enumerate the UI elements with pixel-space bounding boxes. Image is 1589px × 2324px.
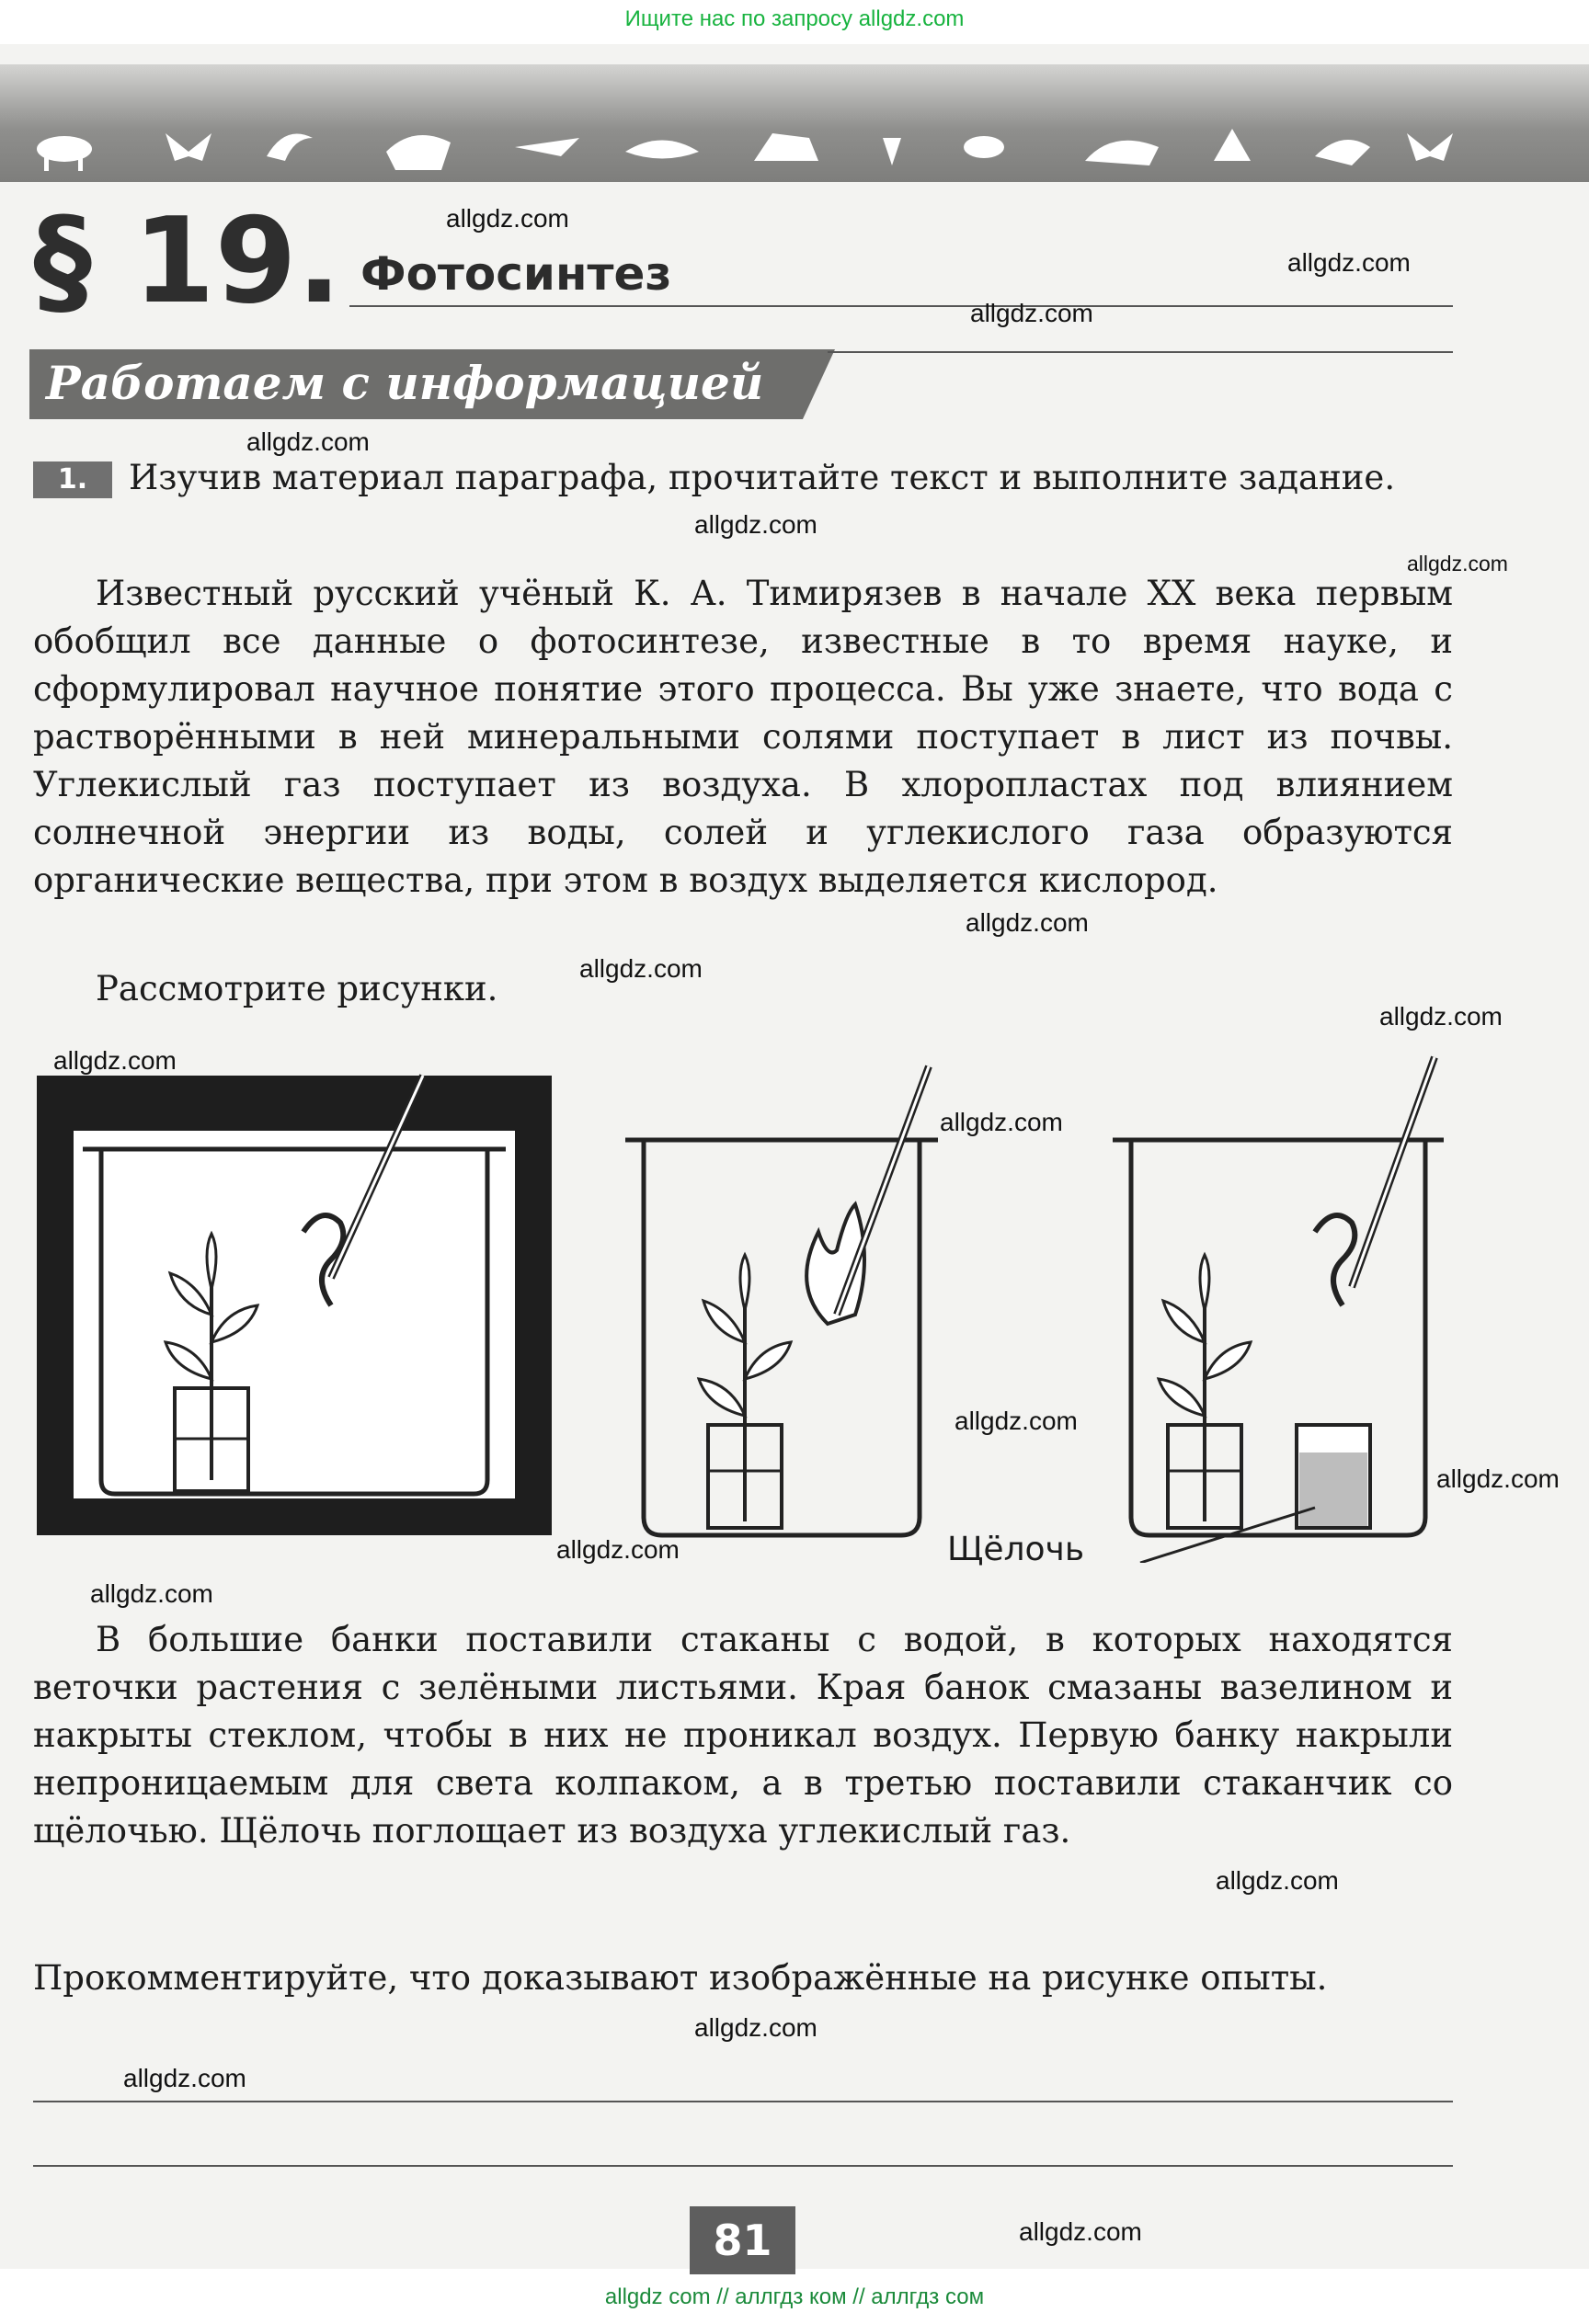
question-text: Прокомментируйте, что доказывают изображённые на рисунке опыты.	[33, 1958, 1328, 1998]
top-banner[interactable]: Ищите нас по запросу allgdz.com	[624, 6, 965, 31]
watermark: allgdz.com	[966, 908, 1089, 937]
watermark: allgdz.com	[446, 204, 569, 233]
watermark: allgdz.com	[246, 427, 370, 456]
title-underline	[349, 305, 1453, 307]
watermark: allgdz.com	[694, 510, 817, 539]
watermark: allgdz.com	[556, 1535, 680, 1564]
look-prompt: Рассмотрите рисунки.	[96, 969, 498, 1008]
task-body-text: Известный русский учёный К. А. Тимирязев в начале XX века первым обобщил все данные о фотосинтезе, известные в то время науке, и сформулировал научное понятие этого процесса. Вы уже знаете, что вода с растворёнными в ней минеральными солями поступает в лист из почвы. Углекислый газ поступает из воздуха. В хлоропластах под влиянием солнечной энергии из воды, солей и углекислого газа образуются органические вещества, при этом в воздух выделяется кислород.	[33, 574, 1453, 900]
watermark: allgdz.com	[90, 1579, 213, 1608]
jar-with-alkali	[1113, 1057, 1444, 1563]
jar-with-light	[625, 1066, 938, 1535]
answer-line-2	[33, 2165, 1453, 2167]
section-heading: Работаем с информацией	[46, 356, 764, 410]
watermark: allgdz.com	[955, 1407, 1078, 1435]
watermark: allgdz.com	[1379, 1002, 1503, 1031]
watermark: allgdz.com	[970, 299, 1093, 327]
task-instruction: Изучив материал параграфа, прочитайте текст и выполните задание.	[129, 458, 1396, 497]
watermark: allgdz.com	[940, 1108, 1063, 1136]
task-number-badge: 1.	[33, 461, 112, 498]
watermark: allgdz.com	[1216, 1866, 1339, 1895]
animal-silhouettes-icon	[28, 110, 1480, 175]
experiment-figure	[28, 1048, 1462, 1563]
section-underline	[828, 351, 1453, 353]
jar-dark-cover	[37, 1076, 552, 1535]
paragraph-title: Фотосинтез	[360, 247, 672, 301]
paragraph-number: § 19.	[33, 193, 342, 330]
watermark: allgdz.com	[1287, 248, 1411, 277]
watermark: allgdz.com	[1407, 552, 1508, 575]
footer-links[interactable]: allgdz com // аллгдз ком // аллгдз сом	[604, 2284, 985, 2309]
answer-line-1	[33, 2101, 1453, 2102]
watermark: allgdz.com	[123, 2064, 246, 2092]
alkali-label: Щёлочь	[947, 1531, 1085, 1568]
watermark: allgdz.com	[694, 2013, 817, 2042]
watermark: allgdz.com	[1019, 2217, 1142, 2246]
watermark: allgdz.com	[579, 954, 703, 983]
watermark: allgdz.com	[53, 1046, 177, 1075]
page-number: 81	[690, 2206, 795, 2274]
experiment-description: В большие банки поставили стаканы с водой, в которых находятся веточки растения с зелёными листьями. Края банок смазаны вазелином и накрыты стеклом, чтобы в них не проникал воздух. Первую банку накрыли непроницаемым для света колпаком, а в третью поставили стаканчик со щёлочью. Щёлочь поглощает из воздуха углекислый газ.	[33, 1620, 1453, 1851]
watermark: allgdz.com	[1436, 1464, 1560, 1493]
